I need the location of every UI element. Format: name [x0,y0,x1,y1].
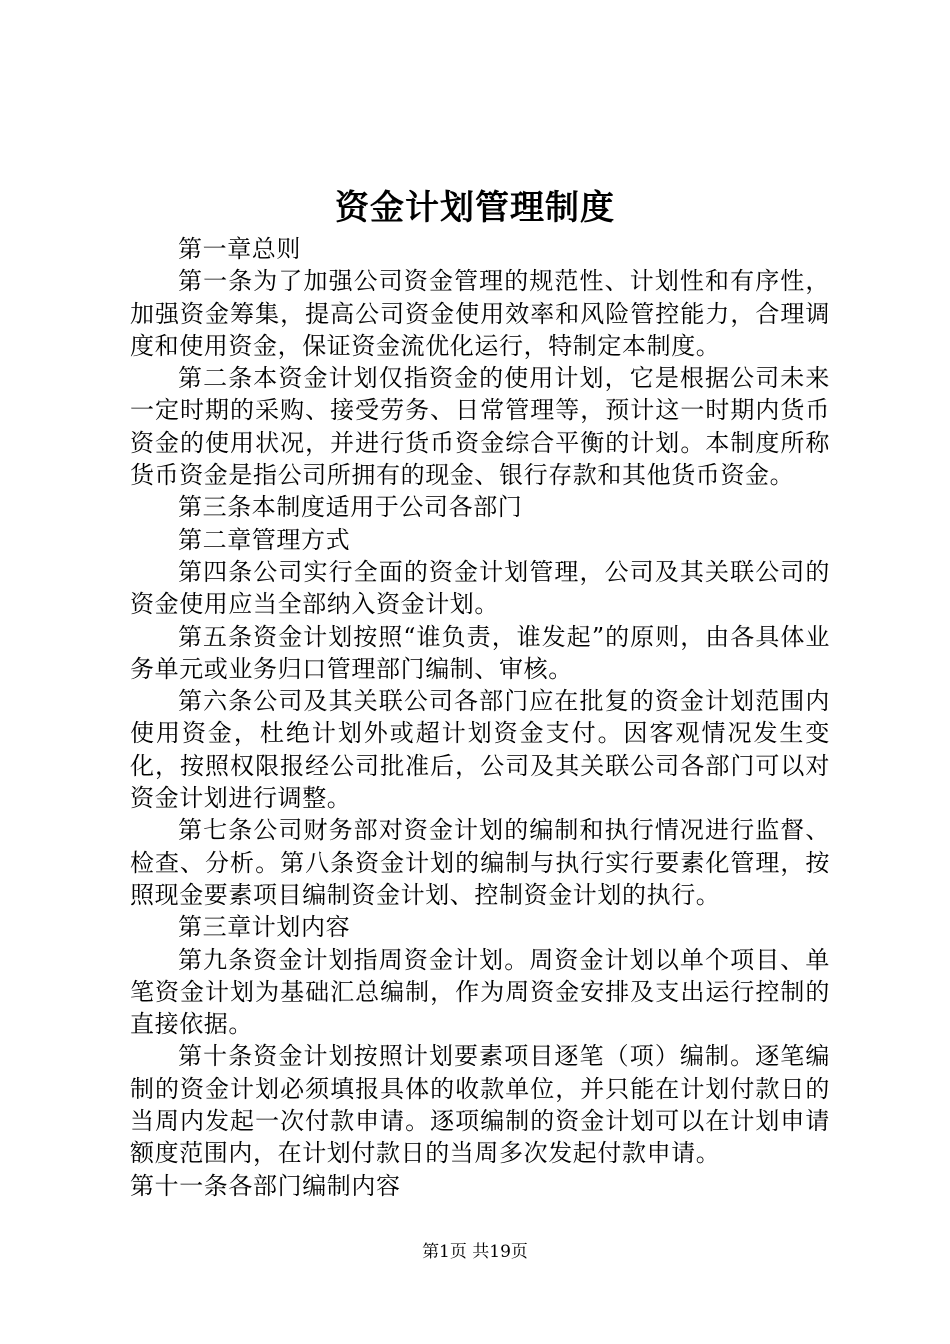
article-paragraph: 第五条资金计划按照“谁负责，谁发起”的原则，由各具体业务单元或业务归口管理部门编制、审核。 [130,622,830,683]
article-paragraph: 第七条公司财务部对资金计划的编制和执行情况进行监督、检查、分析。第八条资金计划的编制与执行实行要素化管理，按照现金要素项目编制资金计划、控制资金计划的执行。 [130,816,830,909]
page-total: 共19页 [472,1242,528,1262]
page-footer [0,1240,950,1264]
chapter-heading: 第一章总则 [178,235,301,263]
article-paragraph: 第十一条各部门编制内容 [130,1171,401,1200]
article-paragraph: 第一条为了加强公司资金管理的规范性、计划性和有序性，加强资金筹集，提高公司资金使用效率和风险管控能力，合理调度和使用资金，保证资金流优化运行，特制定本制度。 [130,267,830,360]
article-paragraph: 第九条资金计划指周资金计划。周资金计划以单个项目、单笔资金计划为基础汇总编制，作为周资金安排及支出运行控制的直接依据。 [130,945,830,1039]
article-paragraph: 第十条资金计划按照计划要素项目逐笔（项）编制。逐笔编制的资金计划必须填报具体的收款单位，并只能在计划付款日的当周内发起一次付款申请。逐项编制的资金计划可以在计划申请额度范围内，在计划付款日的当周多次发起付款申请。 [130,1042,830,1168]
article-paragraph: 第二条本资金计划仅指资金的使用计划，它是根据公司未来一定时期的采购、接受劳务、日常管理等，预计这一时期内货币资金的使用状况，并进行货币资金综合平衡的计划。本制度所称货币资金是指公司所拥有的现金、银行存款和其他货币资金。 [130,364,830,490]
chapter-heading: 第三章计划内容 [178,913,351,942]
chapter-heading: 第二章管理方式 [178,525,351,554]
document-title: 资金计划管理制度 [335,188,615,228]
page-number: 第1页 [422,1242,467,1262]
article-paragraph: 第四条公司实行全面的资金计划管理，公司及其关联公司的资金使用应当全部纳入资金计划。 [130,557,830,619]
document-body [130,233,830,1202]
article-paragraph: 第三条本制度适用于公司各部门 [178,493,523,522]
article-paragraph: 第六条公司及其关联公司各部门应在批复的资金计划范围内使用资金，杜绝计划外或超计划资金支付。因客观情况发生变化，按照权限报经公司批准后，公司及其关联公司各部门可以对资金计划进行调整。 [130,687,830,813]
